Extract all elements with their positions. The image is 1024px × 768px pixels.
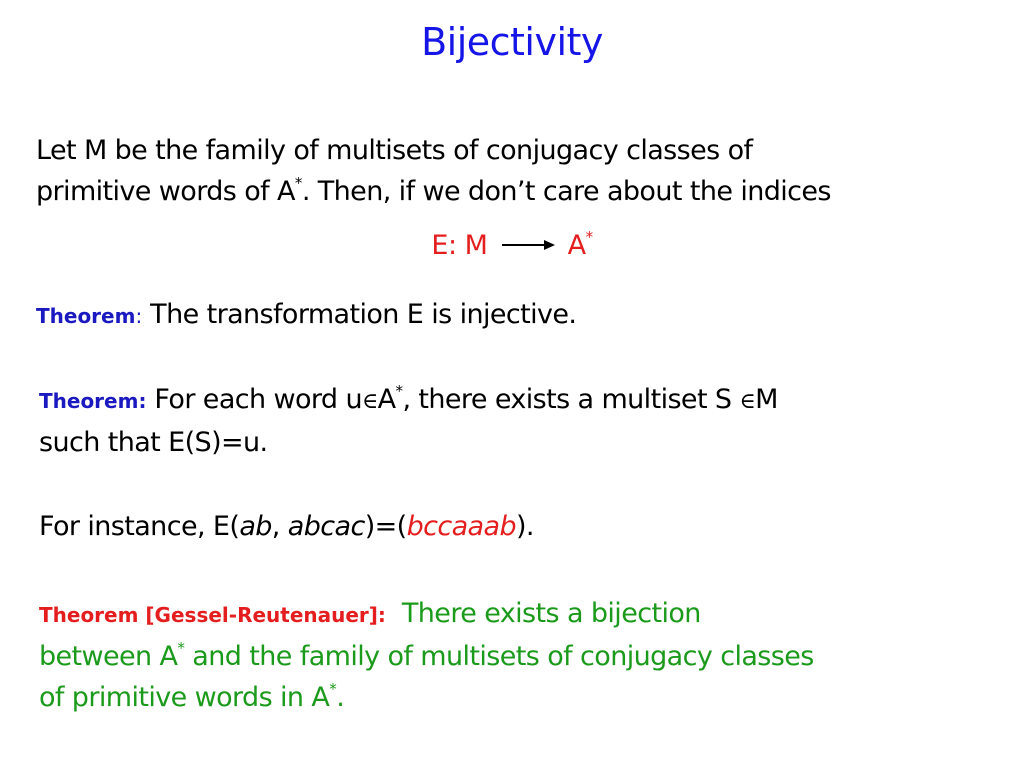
theorem-colon: : — [135, 304, 143, 328]
example-equals: )=( — [364, 511, 407, 542]
theorem-surjective — [39, 379, 778, 463]
gr-line-3-text: of primitive words in A — [39, 682, 330, 713]
theorem-injective-text: The transformation E is injective. — [142, 299, 577, 330]
theorem-surjective-text-b: A — [377, 384, 396, 415]
intro-line-1: Let M be the family of multisets of conjugacy classes of — [36, 135, 753, 166]
kleene-star: * — [329, 680, 337, 698]
arrow-right-icon — [500, 238, 556, 252]
theorem-label: Theorem [Gessel-Reutenauer]: — [39, 603, 386, 627]
kleene-star: * — [294, 174, 302, 192]
example-comma: , — [271, 511, 288, 542]
gr-line-1-text: There exists a bijection — [385, 598, 701, 629]
example-prefix: For instance, E( — [39, 511, 240, 542]
gr-line-1 — [39, 593, 814, 636]
example-line — [39, 506, 534, 547]
theorem-gessel-reutenauer — [39, 593, 814, 718]
gr-line-3 — [39, 677, 814, 718]
mapping-domain: E: M — [431, 230, 488, 261]
theorem-label-text: Theorem — [36, 304, 136, 328]
intro-paragraph — [36, 130, 831, 212]
theorem-surjective-line-1 — [39, 379, 778, 422]
mapping-line — [0, 230, 1024, 261]
element-of-symbol: ∈ — [739, 389, 756, 414]
theorem-surjective-text-a: For each word u — [146, 384, 362, 415]
theorem-label — [36, 304, 142, 328]
theorem-label: Theorem: — [39, 389, 147, 413]
gr-line-3-tail: . — [336, 682, 345, 713]
kleene-star: * — [395, 382, 403, 400]
intro-line-2-text: primitive words of A — [36, 176, 295, 207]
element-of-symbol: ∈ — [361, 389, 378, 414]
example-result: bccaaab — [406, 511, 516, 542]
gr-line-2-tail: and the family of multisets of conjugacy classes — [184, 641, 814, 672]
intro-line-2 — [36, 171, 831, 212]
example-suffix: ). — [515, 511, 534, 542]
mapping-codomain: A — [567, 230, 586, 261]
gr-line-2 — [39, 636, 814, 677]
kleene-star: * — [585, 228, 593, 246]
gr-line-2-text: between A — [39, 641, 178, 672]
kleene-star: * — [177, 639, 185, 657]
example-word-1: ab — [239, 511, 272, 542]
example-word-2: abcac — [287, 511, 365, 542]
theorem-surjective-line-2: such that E(S)=u. — [39, 427, 268, 458]
theorem-surjective-text-c: , there exists a multiset S — [402, 384, 740, 415]
theorem-injective — [36, 294, 576, 337]
intro-line-2-tail: . Then, if we don’t care about the indices — [301, 176, 831, 207]
slide-title: Bijectivity — [421, 20, 603, 64]
theorem-surjective-text-d: M — [755, 384, 778, 415]
